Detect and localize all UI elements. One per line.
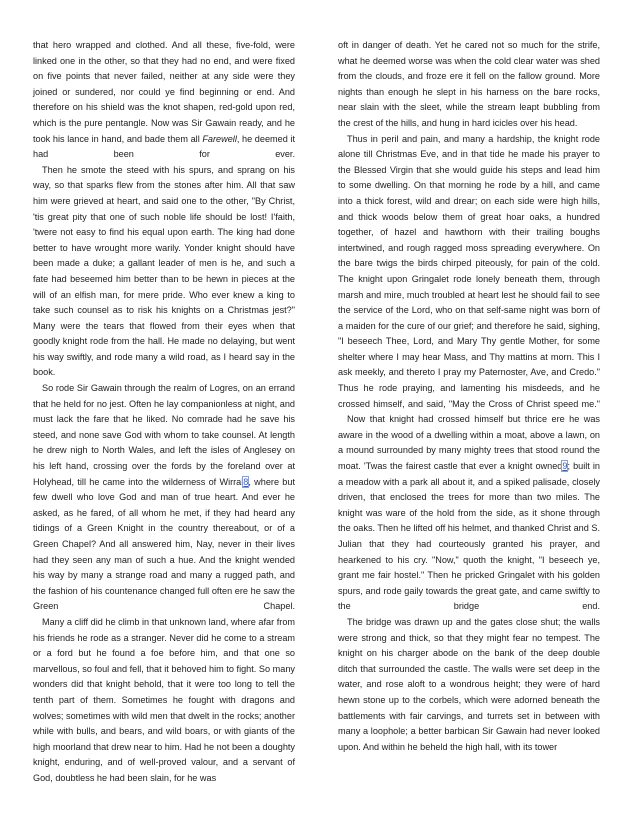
paragraph: Then he smote the steed with his spurs, and sprang on his way, so that sparks flew from the stones after him. All that saw him were grieved at heart, and said one to the other, "By Christ, 'tis great pity that one of such noble life should be lost! I'faith, 'twere not easy to find his equal upon earth. The king had done better to have wrought more warily. Yonder knight should have been made a duke; a gallant leader of men is he, and such a fate had beseemed him better than to be hewn in pieces at the will of an elfish man, for mere pride. Who ever knew a king to take such counsel as to risk his knights on a Christmas jest?" Many were the tears that flowed from their eyes when that goodly knight rode from the hall. He made no delaying, but went his way swiftly, and rode many a wild road, as I heard say in the book.	[33, 164, 295, 378]
paragraph-text: , he deemed it had been for ever.	[33, 133, 295, 160]
paragraph-text: , where but few dwell who love God and man of true heart. And ever he asked, as he fared, of all whom he met, if they had heard any tidings of a Green Knight in the country thereabout, or of a Green Chapel? And all answered him, Nay, never in their lives had they seen any man of such a hue. And the knight wended his way by many a strange road and many a rugged path, and the fashion of his countenance changed full often ere he saw the Green Chapel.	[33, 476, 295, 612]
paragraph	[33, 381, 295, 615]
paragraph	[33, 38, 295, 163]
paragraph: Many a cliff did he climb in that unknown land, where afar from his friends he rode as a stranger. Never did he come to a stream or a ford but he found a foe before him, and that one so marvellous, so foul and fell, that it behoved him to fight. So many wonders did that knight behold, that it were too long to tell the tenth part of them. Sometimes he fought with dragons and wolves; sometimes with wild men that dwelt in the rocks; another while with bulls, and bears, and wild boars, or with giants of the high moorland that drew near to him. Had he not been a doughty knight, enduring, and of well-proved valour, and a servant of God, doubtless he had been slain, for he was	[33, 616, 295, 783]
paragraph: Thus in peril and pain, and many a hardship, the knight rode alone till Christmas Eve, and in that tide he made his prayer to the Blessed Virgin that she would guide his steps and lead him to some dwelling. On that morning he rode by a hill, and came into a thick forest, wild and drear; on each side were high hills, and thick woods below them of great hoar oaks, a hundred together, of hazel and hawthorn with their trailing boughs intertwined, and rough ragged moss spreading everywhere. On the bare twigs the birds chirped piteously, for pain of the cold. The knight upon Gringalet rode lonely beneath them, through marsh and mire, much troubled at heart lest he should fail to see the service of the Lord, who on that self-same night was born of a maiden for the cure of our grief; and therefore he said, sighing, "I beseech Thee, Lord, and Mary Thy gentle Mother, for some shelter where I may hear Mass, and Thy mattins at morn. This I ask meekly, and thereto I pray my Paternoster, Ave, and Credo." Thus he rode praying, and lamenting his misdeeds, and he crossed himself, and said, "May the Cross of Christ speed me."	[338, 133, 600, 409]
left-column	[33, 38, 295, 787]
farewell-italic: Farewell	[202, 133, 237, 144]
paragraph-text: So rode Sir Gawain through the realm of Logres, on an errand that he held for no jest. Often he lay companionless at night, and must lack the fare that he liked. No comrade had he save his steed, and none save God with whom to take counsel. At length he drew nigh to North Wales, and left the isles of Anglesey on his left hand, crossing over the fords by the foreland over at Holyhead, till he came into the wilderness of Wirral	[33, 383, 295, 487]
paragraph-text: ; built in a meadow with a park all about it, and a spiked palisade, closely driven, that enclosed the trees for more than two miles. The knight was ware of the hold from the side, as it shone through the oaks. Then he lifted off his helmet, and thanked Christ and S. Julian that they had courteously granted his prayer, and hearkened to his cry. "Now," quoth the knight, "I beseech ye, grant me fair hostel." Then he pricked Gringalet with his golden spurs, and rode gaily towards the great gate, and came swiftly to the bridge end.	[338, 461, 600, 612]
right-column	[338, 38, 600, 755]
paragraph	[338, 412, 600, 615]
paragraph: oft in danger of death. Yet he cared not so much for the strife, what he deemed worse was when the cold clear water was shed from the clouds, and froze ere it fell on the fallow ground. More nights than enough he slept in his harness on the bare rocks, near slain with the sleet, while the stream leapt bubbling from the crest of the hills, and hung in hard icicles over his head.	[338, 40, 600, 128]
footnote-link-9[interactable]: 9	[562, 461, 568, 472]
paragraph: The bridge was drawn up and the gates close shut; the walls were strong and thick, so that they might fear no tempest. The knight on his charger abode on the bank of the deep double ditch that surrounded the castle. The walls were set deep in the water, and rose aloft to a wondrous height; they were of hard hewn stone up to the corbels, which were adorned beneath the battlements with fair carvings, and turrets set in between with many a loophole; a better barbican Sir Gawain had never looked upon. And within he beheld the high hall, with its tower	[338, 616, 600, 752]
footnote-link-8[interactable]: 8	[243, 476, 249, 487]
paragraph-text: Now that knight had crossed himself but thrice ere he was aware in the wood of a dwelling within a moat, above a lawn, on a mound surrounded by many mighty trees that stood round the moat. 'Twas the fairest castle that ever a knight owned	[338, 414, 600, 472]
paragraph-text: that hero wrapped and clothed. And all these, five-fold, were linked one in the other, so that they had no end, and were fixed on five points that never failed, neither at any side were they joined or sundered, nor could ye find beginning or end. And therefore on his shield was the knot shapen, red-gold upon red, which is the pure pentangle. Now was Sir Gawain ready, and he took his lance in hand, and bade them all	[33, 40, 295, 144]
